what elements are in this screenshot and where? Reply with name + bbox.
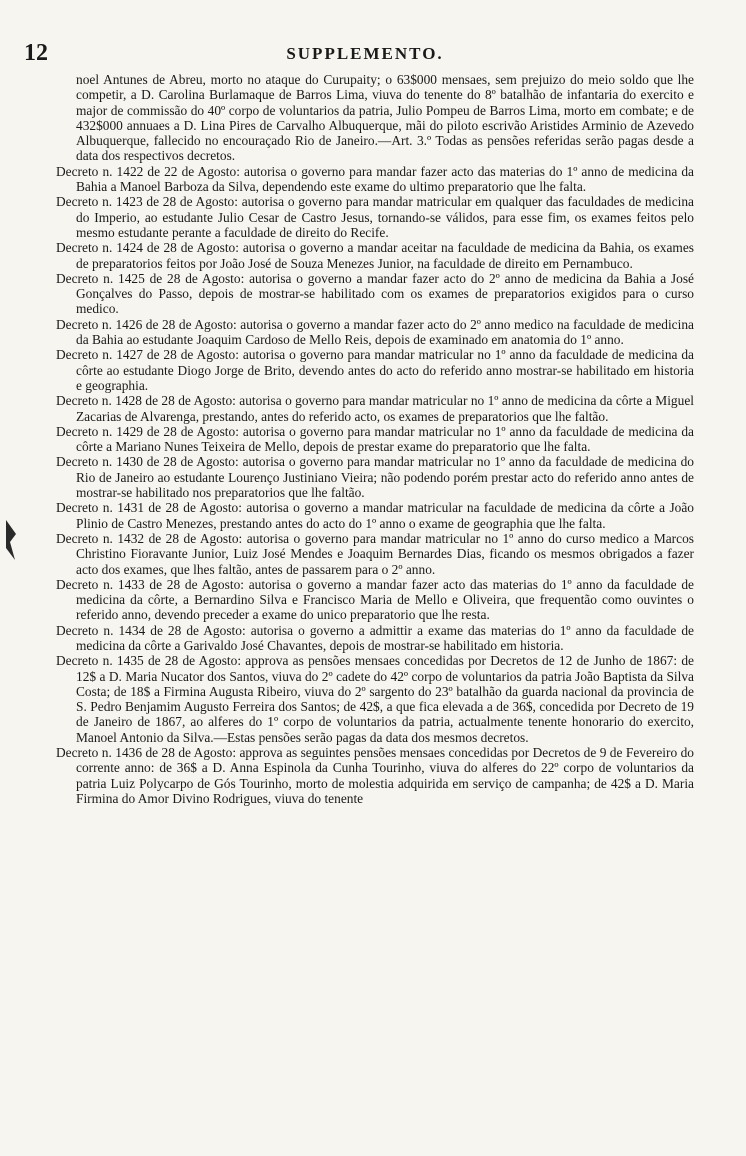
decree-1435: Decreto n. 1435 de 28 de Agosto: approva as pensões mensaes concedidas por Decretos de 12 de Junho de 1867: de 12$ a D. Maria Nucator dos Santos, viuva do 2º cadete do 42º corpo de voluntarios da patria João Baptista da Silva Costa; de 18$ a Firmina Augusta Ribeiro, viuva do 2º sargento do 23º batalhão da guarda nacional da provincia de S. Pedro Benjamim Augusto Ferreira dos Santos; de 42$, a que fica elevada a de 36$, concedida por Decreto de 19 de Janeiro de 1867, ao alferes do 1º corpo de voluntarios da patria, actualmente tenente honorario do exercito, Manoel Antonio da Silva.—Estas pensões serão pagas da data dos mesmos decretos. [56,653,694,745]
decree-1432: Decreto n. 1432 de 28 de Agosto: autorisa o governo para mandar matricular no 1º anno do curso medico a Marcos Christino Fioravante Junior, Luiz José Mendes e Joaquim Bernardes Dias, ficando os mesmos obrigados a fazer acto dos exames, que lhes faltão, antes de passarem para o 2º anno. [56,530,694,577]
decree-1422: Decreto n. 1422 de 22 de Agosto: autorisa o governo para mandar fazer acto das materias do 1º anno de medicina da Bahia a Manoel Barboza da Silva, dependendo este exame do ultimo preparatorio que lhe falta. [56,163,694,195]
decree-1429: Decreto n. 1429 de 28 de Agosto: autorisa o governo para mandar matricular no 1º anno da faculdade de medicina da côrte a Mariano Nunes Teixeira de Mello, depois de prestar exame do preparatorio que lhe falta. [56,423,694,455]
page-number: 12 [24,40,48,66]
decree-1434: Decreto n. 1434 de 28 de Agosto: autorisa o governo a admittir a exame das materias do 1º anno da faculdade de medicina da côrte a Garivaldo José Chavantes, depois de mostrar-se habilitado em historia. [56,622,694,653]
decree-1424: Decreto n. 1424 de 28 de Agosto: autorisa o governo a mandar aceitar na faculdade de medicina da Bahia, os exames de preparatorios feitos por João José de Souza Menezes Junior, na faculdade de direito em Pernambuco. [56,240,694,271]
decree-1423: Decreto n. 1423 de 28 de Agosto: autorisa o governo para mandar matricular em qualquer das faculdades de medicina do Imperio, ao estudante Julio Cesar de Castro Jesus, tornando-se válidos, para esse fim, os exames feitos pelo mesmo estudante perante a faculdade de direito do Recife. [56,194,694,240]
page-header [24,38,706,68]
decree-1433: Decreto n. 1433 de 28 de Agosto: autorisa o governo a mandar fazer acto das materias do 1º anno da faculdade de medicina da côrte, a Bernardino Silva e Francisco Maria de Mello e Oliveira, que frequentão como ouvintes o referido anno, devendo preceder a exame do unico preparatorio que lhe resta. [56,576,694,623]
running-title: SUPPLEMENTO. [286,44,444,63]
decree-1425: Decreto n. 1425 de 28 de Agosto: autorisa o governo a mandar fazer acto do 2º anno de medicina da Bahia a José Gonçalves do Passo, depois de mostrar-se habilitado com os exames de preparatorios exigidos para o curso medico. [56,270,694,317]
decree-1427: Decreto n. 1427 de 28 de Agosto: autorisa o governo para mandar matricular no 1º anno da faculdade de medicina da côrte ao estudante Diogo Jorge de Brito, devendo antes do acto do referido anno mostrar-se habilitado em historia e geographia. [56,347,694,393]
decree-1430: Decreto n. 1430 de 28 de Agosto: autorisa o governo para mandar matricular no 1º anno da faculdade de medicina do Rio de Janeiro ao estudante Lourenço Justiniano Vieira; não podendo porém prestar acto do referido anno antes de mostrar-se habilitado nos preparatorios que lhe faltão. [56,454,694,501]
decree-1431: Decreto n. 1431 de 28 de Agosto: autorisa o governo a mandar matricular na faculdade de medicina da côrte a João Plinio de Castro Menezes, prestando antes do acto do 1º anno o exame de geographia que lhe falta. [56,500,694,531]
decree-1428: Decreto n. 1428 de 28 de Agosto: autorisa o governo para mandar matricular no 1º anno de medicina da côrte a Miguel Zacarias de Alvarenga, prestando, antes do referido acto, os exames de preparatorios que lhe faltão. [56,393,694,424]
body-text [56,72,694,806]
decree-1426: Decreto n. 1426 de 28 de Agosto: autorisa o governo a mandar fazer acto do 2º anno medico na faculdade de medicina da Bahia ao estudante Joaquim Cardoso de Mello Reis, depois de examinado em anatomia do 1º anno. [56,316,694,348]
decree-1436: Decreto n. 1436 de 28 de Agosto: approva as seguintes pensões mensaes concedidas por Decretos de 9 de Fevereiro do corrente anno: de 36$ a D. Anna Espinola da Cunha Tourinho, viuva do alferes do 22º corpo de voluntarios da patria Luiz Polycarpo de Gós Tourinho, morto de molestia adquirida em serviço de campanha; de 42$ a D. Maria Firmina do Amor Divino Rodrigues, viuva do tenente [56,745,694,806]
paragraph-continuation: noel Antunes de Abreu, morto no ataque do Curupaity; o 63$000 mensaes, sem prejuizo do meio soldo que lhe competir, a D. Carolina Burlamaque de Barros Lima, viuva do tenente do 8º batalhão de infantaria do exercito e major de commissão do 40º corpo de voluntarios da patria, Julio Pompeu de Barros Lima, morto em combate; e de 432$000 annuaes a D. Lina Pires de Carvalho Albuquerque, mãi do piloto escrivão Aristides Arminio de Azevedo Albuquerque, fallecido no encouraçado Rio de Janeiro.—Art. 3.º Todas as pensões referidas serão pagas desde a data dos respectivos decretos. [76,72,694,164]
margin-mark-icon [4,520,18,560]
